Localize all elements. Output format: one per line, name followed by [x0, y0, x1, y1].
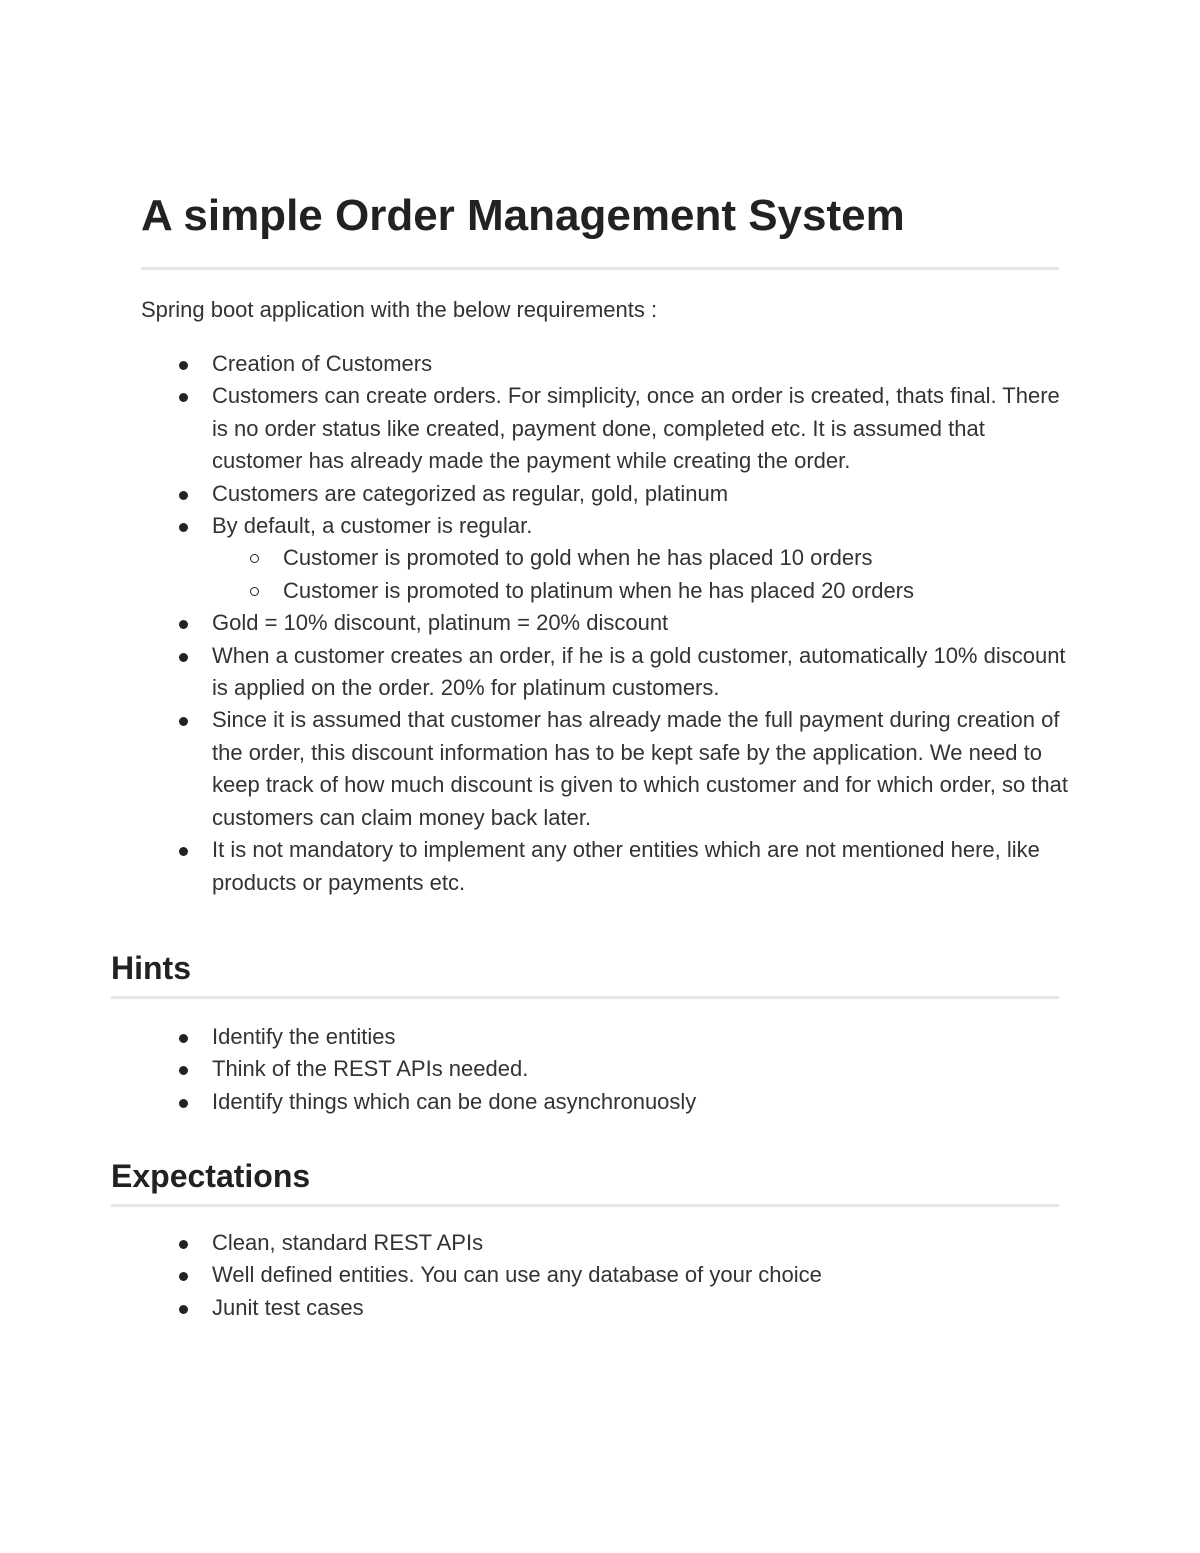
list-item-text: Think of the REST APIs needed.	[212, 1056, 529, 1082]
bullet-icon	[179, 847, 188, 856]
bullet-icon	[179, 1099, 188, 1108]
list-item-text: Creation of Customers	[212, 351, 433, 376]
list-item	[0, 380, 1072, 477]
list-item	[0, 1086, 1072, 1118]
bullet-icon	[179, 393, 188, 402]
list-item	[0, 1053, 1072, 1085]
bullet-icon	[179, 717, 188, 726]
list-item	[0, 1227, 1072, 1259]
list-item	[0, 834, 1072, 899]
list-item-text: Junit test cases	[212, 1294, 364, 1320]
list-item-text: Since it is assumed that customer has already made the full payment during creation of the order, this discount information has to be kept safe by the application. We need to keep track of how much discount is given to which customer and for which order, so that customers can claim money back later.	[212, 707, 1068, 830]
bullet-icon	[179, 1272, 188, 1281]
list-item	[0, 1292, 1072, 1324]
sub-list-item	[0, 542, 1073, 574]
list-item-text: Gold = 10% discount, platinum = 20% discount	[212, 610, 669, 636]
list-item-text: By default, a customer is regular.	[212, 513, 533, 539]
intro-paragraph: Spring boot application with the below requirements :	[141, 297, 658, 322]
list-item-text: Customers are categorized as regular, gold, platinum	[212, 480, 729, 506]
bullet-icon	[179, 1034, 188, 1043]
hollow-bullet-icon	[250, 587, 259, 596]
bullet-icon	[179, 620, 188, 629]
bullet-icon	[179, 1305, 188, 1314]
list-item-text: Customers can create orders. For simplicity, once an order is created, thats final. There is no order status like created, payment done, completed etc. It is assumed that customer has already made the payment while creating the order.	[212, 383, 1060, 474]
list-item-text: Clean, standard REST APIs	[212, 1230, 484, 1255]
hints-divider	[111, 996, 1059, 999]
bullet-icon	[179, 1240, 188, 1249]
hints-list	[0, 1021, 1100, 1118]
bullet-icon	[179, 1066, 188, 1075]
list-item-text: Identify things which can be done asynchronuosly	[212, 1088, 697, 1114]
sub-list-item	[0, 575, 1073, 607]
list-item-text: Customer is promoted to gold when he has placed 10 orders	[283, 545, 873, 571]
bullet-icon	[179, 523, 188, 532]
bullet-icon	[179, 653, 188, 662]
bullet-icon	[179, 491, 188, 500]
list-item	[0, 478, 1072, 510]
page-title: A simple Order Management System	[141, 191, 905, 240]
expectations-divider	[111, 1204, 1059, 1207]
list-item-text: Well defined entities. You can use any database of your choice	[212, 1262, 822, 1288]
list-item	[0, 640, 1072, 705]
list-item	[0, 1021, 1072, 1053]
list-item-text: Identify the entities	[212, 1024, 396, 1049]
expectations-list	[0, 1227, 1100, 1324]
list-item	[0, 704, 1072, 834]
hints-heading: Hints	[111, 950, 191, 986]
list-item	[0, 510, 1072, 542]
expectations-heading: Expectations	[111, 1158, 311, 1194]
bullet-icon	[179, 361, 188, 370]
list-item	[0, 348, 1072, 380]
list-item-text: It is not mandatory to implement any other entities which are not mentioned here, like products or payments etc.	[212, 837, 1040, 895]
hollow-bullet-icon	[250, 554, 259, 563]
requirements-list	[0, 348, 1100, 899]
list-item-text: Customer is promoted to platinum when he has placed 20 orders	[283, 577, 915, 603]
list-item-text: When a customer creates an order, if he is a gold customer, automatically 10% discount is applied on the order. 20% for platinum customers.	[212, 642, 1066, 701]
title-divider	[141, 267, 1059, 270]
list-item	[0, 607, 1072, 639]
list-item	[0, 1259, 1072, 1291]
